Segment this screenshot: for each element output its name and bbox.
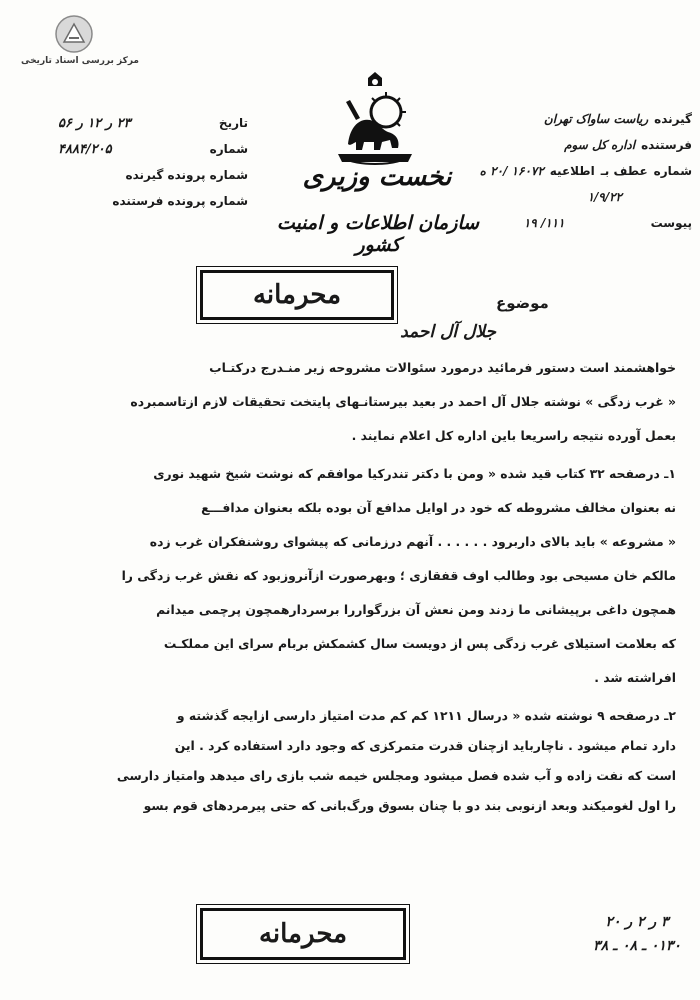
body-line: همچون داغی برپیشانی ما زدند ومن نعش آن بزرگواررا برسردارهمچون پرچمی میدانم: [156, 602, 676, 617]
reference-prefix: عطف بـ: [600, 164, 648, 178]
meta-left-block: [58, 110, 248, 214]
body-line: بعمل آورده نتیجه راسریعا باین اداره کل اعلام نمایند .: [351, 428, 676, 443]
number-label: شماره: [209, 142, 248, 156]
attachment-row: [470, 210, 692, 236]
attachment-value: ۱۱۱/ ۱۹: [523, 216, 565, 230]
body-line: خواهشمند است دستور فرمائید درمورد سئوالات مشروحه زیر منـدرج درکتـاب: [209, 360, 676, 375]
body-line: افراشته شد .: [594, 670, 676, 685]
reference-number-label: شماره: [653, 164, 692, 178]
body-line: را اول لغومیکند وبعد ازنوبی بند دو با چنان بسوق ورگ‌بانی که حتی پیرمردهای قوم بسو: [143, 798, 676, 813]
lion-and-sun-emblem-icon: [330, 70, 420, 170]
sender-label: فرستنده: [641, 138, 692, 152]
confidential-stamp-top: محرمانه: [200, 270, 394, 320]
reference-row: [470, 158, 692, 184]
reference-value: ۱۶۰۷۲ /۲۰ ه: [479, 164, 544, 178]
recipient-file-label: شماره پرونده گیرنده: [125, 168, 248, 182]
archive-reference-line: ۰۱۳۰ ـ ۰۸ ـ ۳۸: [593, 938, 681, 954]
recipient-file-row: [58, 162, 248, 188]
sender-file-label: شماره پرونده فرستنده: [112, 194, 248, 208]
org-main-title: نخست وزیری: [302, 162, 452, 192]
reference-date: ۱/۹/۲۲: [587, 190, 622, 204]
archive-reference-note: [592, 910, 682, 958]
body-line: « مشروعه » باید بالای داربرود . . . . . . آنهم درزمانی که پیشوای روشنفکران غرب زده: [149, 534, 676, 549]
sender-row: [470, 132, 692, 158]
subject-label: موضوع: [496, 294, 549, 312]
date-value: ۲۳ ر ۱۲ ر ۵۶: [58, 115, 131, 131]
archive-reference-line: ۳ ر ۲ ر ۲۰: [605, 914, 669, 930]
body-line: است که نفت زاده و آب شده فصل میشود ومجلس خیمه شب بازی رای میدهد وامتیاز دارسی: [116, 768, 676, 783]
body-line: نه بعنوان مخالف مشروطه که خود در اوایل مدافع آن بوده بلکه بعنوان مدافـــع: [201, 500, 676, 515]
reference-date-row: [470, 184, 692, 210]
body-line: « غرب زدگی » نوشته جلال آل احمد در بعید بیرستانـهای پایتخت تحقیقات لازم ازتاسمبرده: [130, 394, 676, 409]
recipient-label: گیرنده: [654, 112, 692, 126]
subject-value: جلال آل احمد: [400, 322, 496, 342]
body-line: ۲ـ درصفحه ۹ نوشته شده « درسال ۱۲۱۱ کم کم مدت امتیاز دارسی ازایجه گذشته و: [176, 708, 676, 723]
attachment-label: پیوست: [650, 216, 692, 230]
recipient-value: ریاست ساواک تهران: [543, 112, 649, 126]
sender-file-row: [58, 188, 248, 214]
sender-value: اداره کل سوم: [564, 138, 636, 152]
meta-right-block: [470, 106, 692, 236]
archive-seal-icon: [52, 14, 96, 54]
date-label: تاریخ: [218, 116, 248, 130]
org-sub-title: سازمان اطلاعات و امنیت کشور: [276, 212, 480, 256]
recipient-row: [470, 106, 692, 132]
body-line: مالکم خان مسیحی بود وطالب اوف قفقازی ؛ وبهرصورت ازآنروزبود که نقش غرب زدگی را: [121, 568, 676, 583]
number-value: ۴۸۸۴/۲۰۵: [58, 141, 112, 157]
archive-caption: مرکز بررسی اسناد تاریخی: [20, 56, 140, 66]
number-row: [58, 136, 248, 162]
letter-body: [76, 355, 676, 819]
body-line: ۱ـ درصفحه ۳۲ کتاب قید شده « ومن با دکتر تندرکیا موافقم که نوشت شیخ شهید نوری: [153, 466, 676, 481]
reference-label: اطلاعیه: [549, 164, 595, 178]
date-row: [58, 110, 248, 136]
body-line: دارد تمام میشود . ناچارباید ازچنان قدرت متمرکزی که وجود دارد استفاده کرد . این: [174, 738, 676, 753]
body-line: که بعلامت استیلای غرب زدگی پس از دویست سال کشمکش بربام سرای این مملکـت: [163, 636, 676, 651]
confidential-stamp-bottom: محرمانه: [200, 908, 406, 960]
